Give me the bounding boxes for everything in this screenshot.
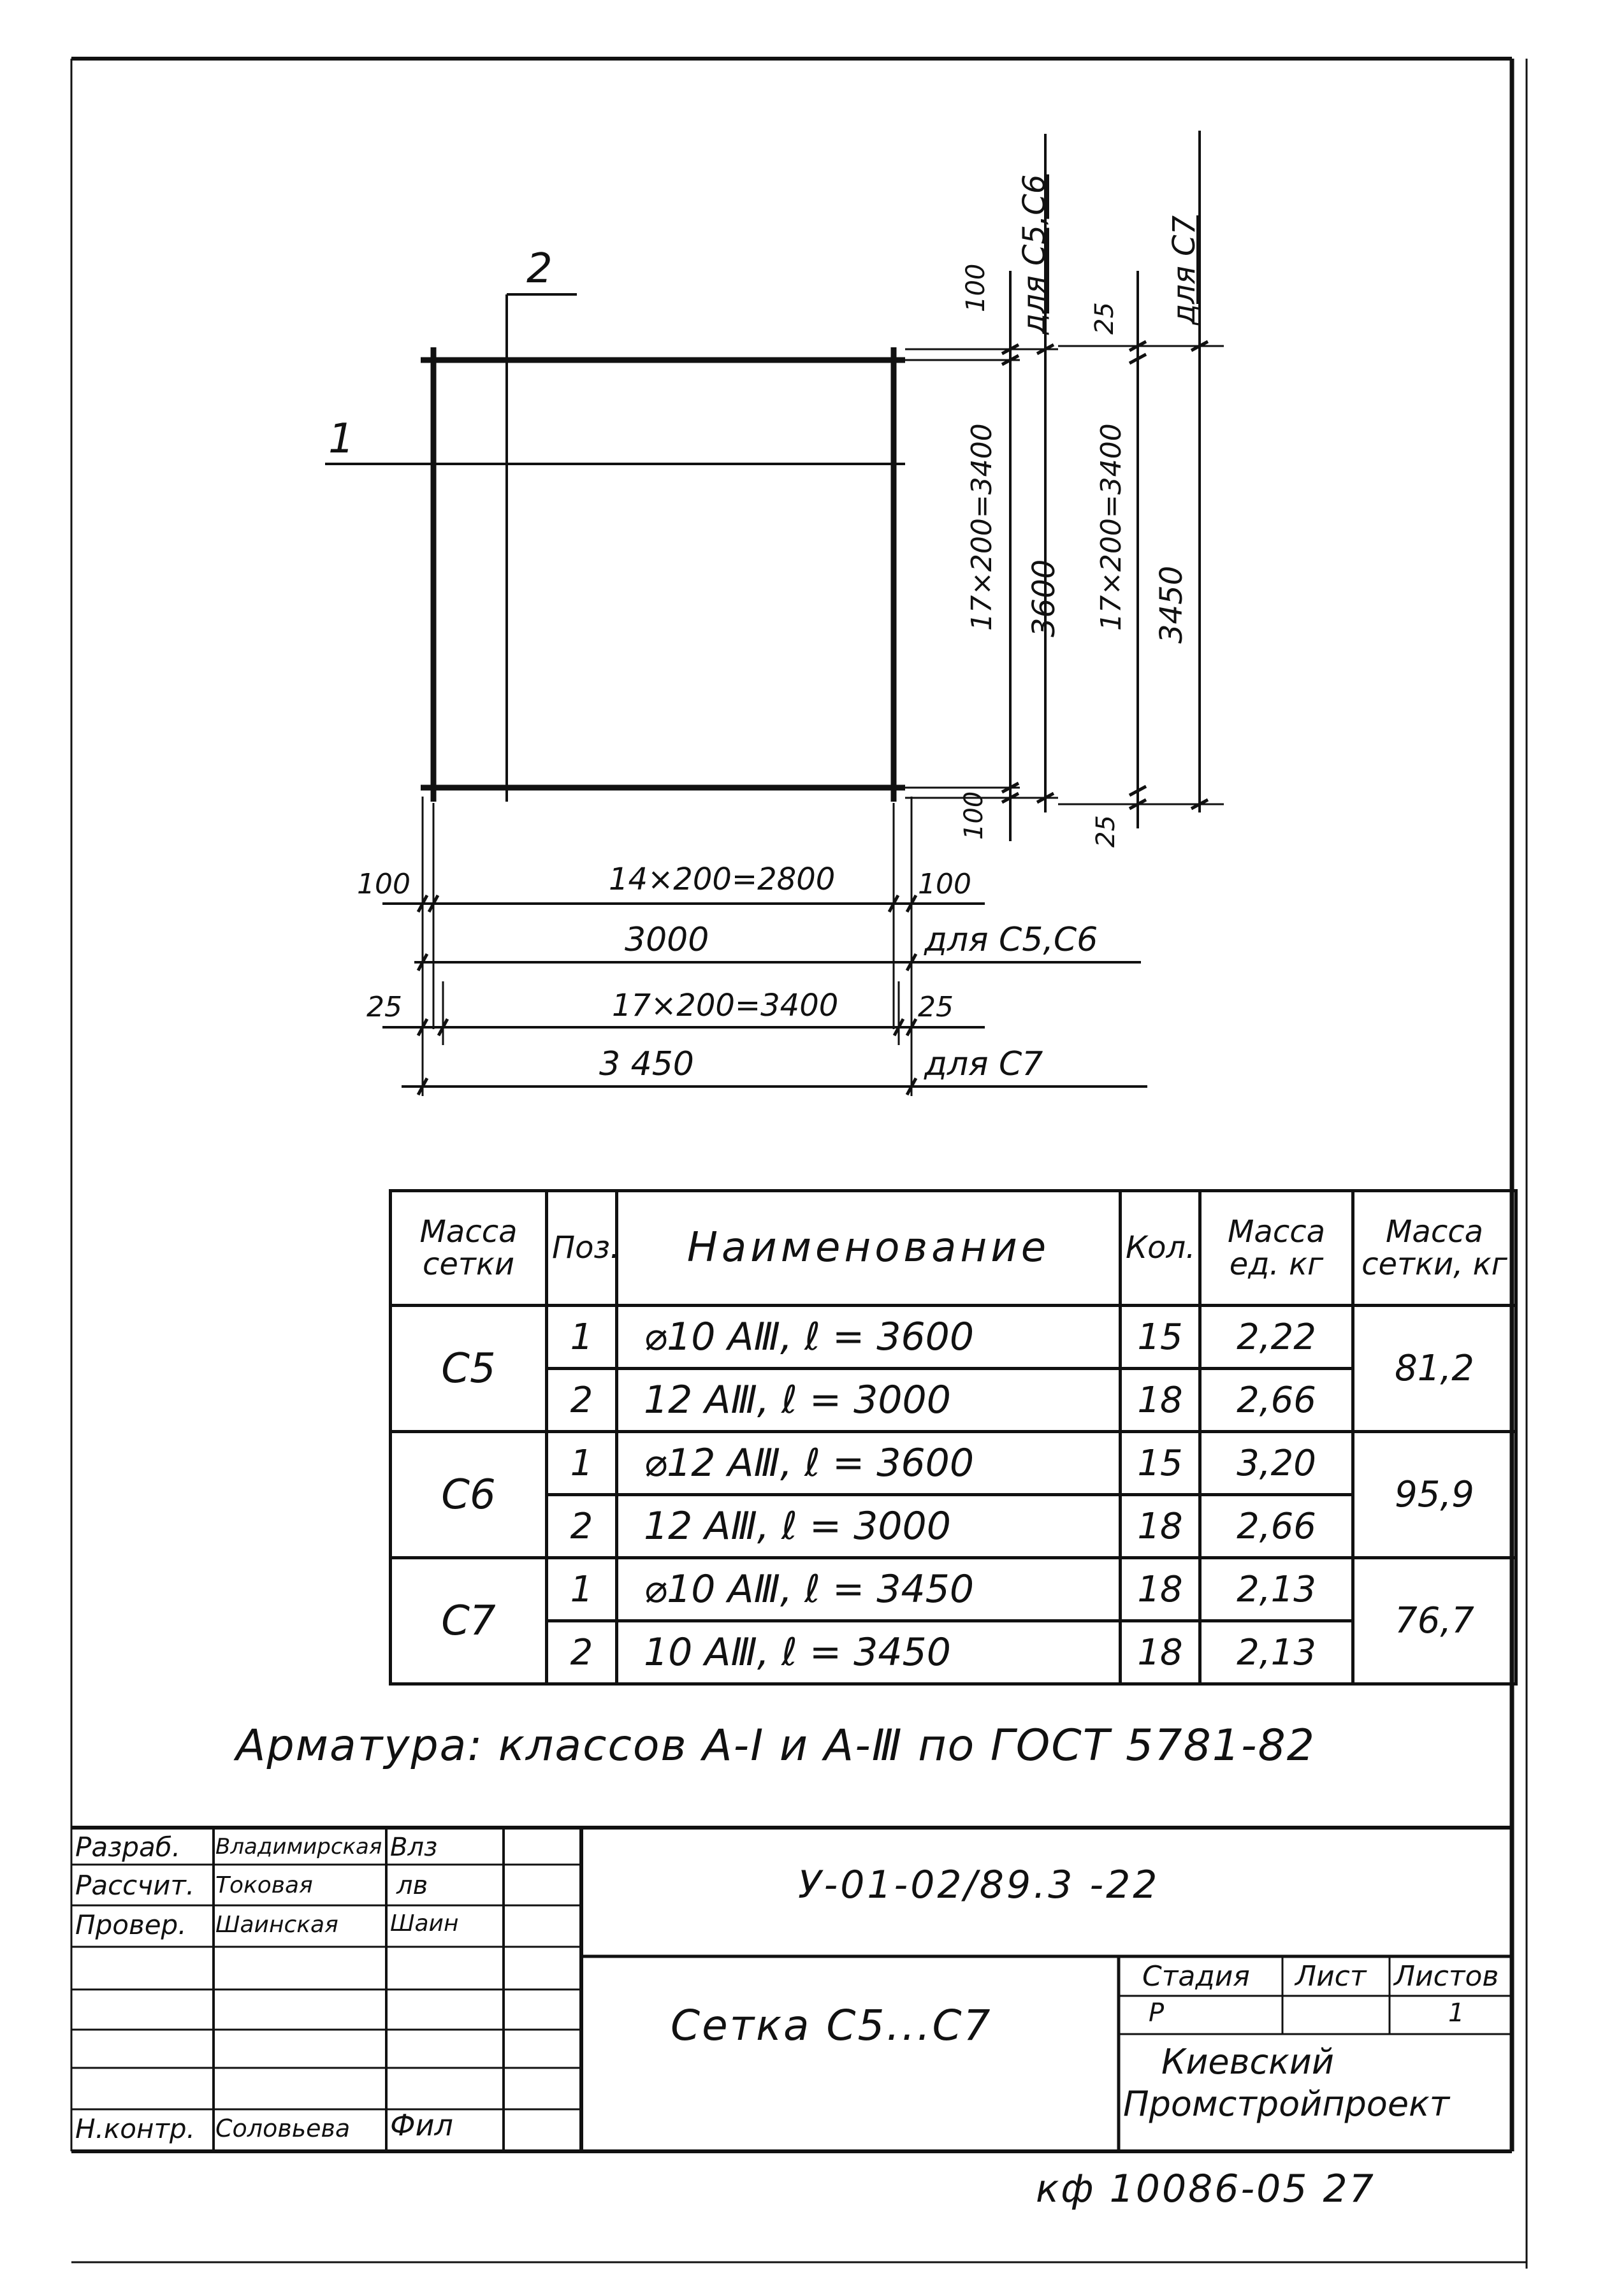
sheet-title: Сетка С5...С7 — [671, 2001, 992, 2050]
signature: лв — [396, 1871, 428, 1900]
label-for-c5c6-v: для С5,С6 — [1017, 174, 1052, 335]
organization-line2: Промстройпроект — [1123, 2084, 1450, 2124]
mesh-mark: С5 — [391, 1306, 547, 1432]
signature: Фил — [390, 2108, 453, 2142]
sheets-value: 1 — [1448, 1998, 1465, 2028]
dim-25-top: 25 — [1090, 302, 1119, 335]
row-qty: 18 — [1121, 1558, 1200, 1621]
row-name: 10 АⅢ, ℓ = 3450 — [617, 1621, 1121, 1684]
header-pos: Поз. — [547, 1191, 617, 1306]
dim-h-total-a: 3000 — [625, 921, 709, 959]
row-qty: 18 — [1121, 1495, 1200, 1558]
dim-h-total-b: 3 450 — [599, 1045, 694, 1083]
document-code: У-01-02/89.3 -22 — [798, 1863, 1160, 1907]
mesh-mark: С7 — [391, 1558, 547, 1684]
name-checked: Шаинская — [215, 1912, 338, 1938]
dim-100-bottom: 100 — [959, 791, 989, 840]
header-unit-mass: Масса ед. кг — [1200, 1191, 1353, 1306]
dim-v-total-a: 3600 — [1026, 559, 1062, 637]
row-pos: 1 — [547, 1306, 617, 1369]
row-qty: 15 — [1121, 1306, 1200, 1369]
sheets-label: Листов — [1394, 1960, 1499, 1993]
organization-line1: Киевский — [1161, 2042, 1334, 2082]
row-name: ⌀12 АⅢ, ℓ = 3600 — [617, 1432, 1121, 1495]
row-unit-mass: 3,20 — [1200, 1432, 1353, 1495]
header-mesh-mass: Масса сетки, кг — [1353, 1191, 1516, 1306]
sheet-label: Лист — [1295, 1960, 1367, 1993]
dim-h-spacing-a: 14×200=2800 — [609, 862, 836, 897]
row-unit-mass: 2,22 — [1200, 1306, 1353, 1369]
pos1-label: 1 — [328, 415, 354, 463]
table-row — [391, 1432, 1516, 1495]
row-name: 12 АⅢ, ℓ = 3000 — [617, 1369, 1121, 1432]
table-row — [391, 1621, 1516, 1684]
mesh-mark: С6 — [391, 1432, 547, 1558]
row-name: ⌀10 АⅢ, ℓ = 3600 — [617, 1306, 1121, 1369]
row-pos: 1 — [547, 1558, 617, 1621]
stage-value: Р — [1149, 1998, 1165, 2028]
pos2-label: 2 — [526, 245, 553, 292]
label-for-c7-v: для С7 — [1166, 215, 1202, 325]
label-for-c5c6-h: для С5,С6 — [924, 921, 1098, 959]
archive-stamp: кф 10086-05 27 — [1036, 2167, 1376, 2211]
row-pos: 2 — [547, 1495, 617, 1558]
dim-100-left: 100 — [357, 868, 410, 900]
table-row — [391, 1306, 1516, 1369]
dim-h-spacing-b: 17×200=3400 — [612, 988, 839, 1023]
label-for-c7-h: для С7 — [924, 1045, 1043, 1083]
table-row — [391, 1558, 1516, 1621]
specification-table — [389, 1189, 1518, 1686]
row-unit-mass: 2,13 — [1200, 1621, 1353, 1684]
role-norm-control: Н.контр. — [75, 2113, 195, 2144]
table-row — [391, 1495, 1516, 1558]
name-developer: Владимирская — [215, 1834, 382, 1859]
row-pos: 2 — [547, 1621, 617, 1684]
row-name: ⌀10 АⅢ, ℓ = 3450 — [617, 1558, 1121, 1621]
role-checked: Провер. — [75, 1909, 187, 1940]
name-norm-control: Соловьева — [215, 2114, 351, 2142]
title-block — [71, 1828, 1509, 2151]
mesh-mass: 76,7 — [1353, 1558, 1516, 1684]
row-pos: 2 — [547, 1369, 617, 1432]
row-qty: 15 — [1121, 1432, 1200, 1495]
dim-25-left: 25 — [367, 991, 402, 1023]
dim-100-right: 100 — [918, 868, 971, 900]
row-qty: 18 — [1121, 1621, 1200, 1684]
mesh-mass: 95,9 — [1353, 1432, 1516, 1558]
stage-label: Стадия — [1142, 1960, 1250, 1993]
dim-25-bottom: 25 — [1091, 815, 1121, 848]
row-qty: 18 — [1121, 1369, 1200, 1432]
row-name: 12 АⅢ, ℓ = 3000 — [617, 1495, 1121, 1558]
row-unit-mass: 2,66 — [1200, 1369, 1353, 1432]
row-pos: 1 — [547, 1432, 617, 1495]
role-calculated: Рассчит. — [75, 1870, 195, 1901]
dim-v-total-b: 3450 — [1154, 565, 1189, 644]
name-calculated: Токовая — [215, 1872, 313, 1898]
row-unit-mass: 2,66 — [1200, 1495, 1353, 1558]
header-mesh: Масса сетки — [391, 1191, 547, 1306]
signature: Влз — [390, 1833, 438, 1862]
row-unit-mass: 2,13 — [1200, 1558, 1353, 1621]
dim-25-right: 25 — [918, 991, 954, 1023]
dim-v-spacing-a: 17×200=3400 — [966, 423, 998, 631]
reinforcement-note: Арматура: классов А-I и А-Ⅲ по ГОСТ 5781-82 — [236, 1721, 1316, 1771]
table-row — [391, 1369, 1516, 1432]
dim-100-top: 100 — [961, 263, 991, 312]
mesh-mass: 81,2 — [1353, 1306, 1516, 1432]
signature: Шаин — [390, 1910, 459, 1937]
header-qty: Кол. — [1121, 1191, 1200, 1306]
dim-v-spacing-b: 17×200=3400 — [1095, 423, 1128, 631]
role-developer: Разраб. — [75, 1831, 181, 1863]
header-name: Наименование — [617, 1191, 1121, 1306]
